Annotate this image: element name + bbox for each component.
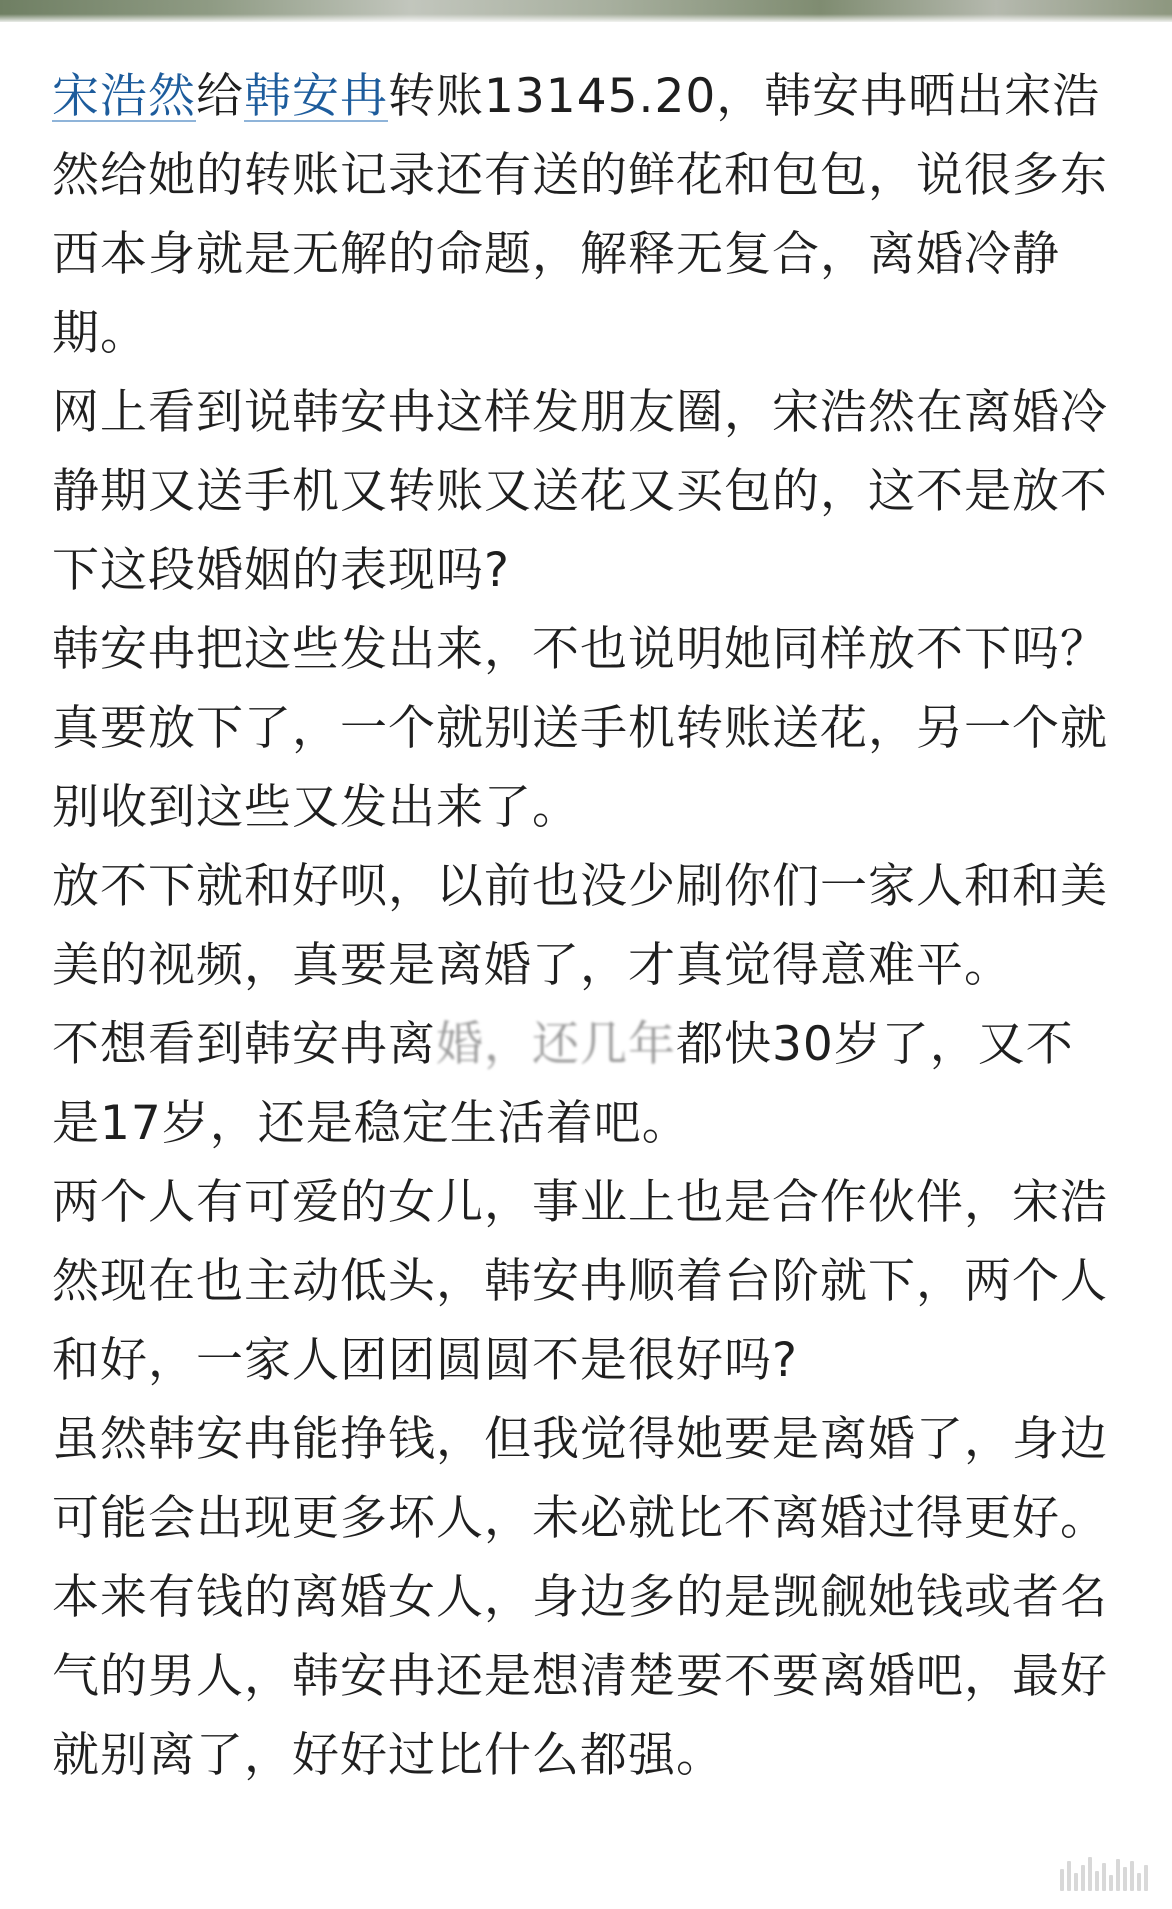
paragraph-5-text-after: 都快30岁了，又不是17岁，还是稳定生活着吧。 [52,1017,1074,1151]
mention-song-haoran[interactable]: 宋浩然 [52,69,196,124]
paragraph-4: 放不下就和好呗，以前也没少刷你们一家人和和美美的视频，真要是离婚了，才真觉得意难平。 [52,859,1108,993]
post-body [52,57,1112,1795]
paragraph-5-text-before: 不想看到韩安冉离 [52,1017,436,1072]
header-photo-strip [0,0,1172,22]
watermark-logo [1060,1851,1148,1891]
paragraph-2: 网上看到说韩安冉这样发朋友圈，宋浩然在离婚冷静期又送手机又转账又送花又买包的，这不是放不下这段婚姻的表现吗? [52,385,1108,598]
paragraph-1-connector: 给 [196,69,244,124]
paragraph-1 [52,57,1112,373]
mention-han-anran[interactable]: 韩安冉 [244,69,388,124]
paragraph-1-text: 转账13145.20，韩安冉晒出宋浩然给她的转账记录还有送的鲜花和包包，说很多东西本身就是无解的命题，解释无复合，离婚冷静期。 [52,69,1108,361]
paragraph-7: 虽然韩安冉能挣钱，但我觉得她要是离婚了，身边可能会出现更多坏人，未必就比不离婚过得更好。 [52,1412,1108,1546]
paragraph-5 [52,1005,1112,1163]
censored-text: 婚，还几年 [436,1017,676,1072]
paragraph-6: 两个人有可爱的女儿，事业上也是合作伙伴，宋浩然现在也主动低头，韩安冉顺着台阶就下，两个人和好，一家人团团圆圆不是很好吗? [52,1175,1108,1388]
paragraph-8: 本来有钱的离婚女人，身边多的是觊觎她钱或者名气的男人，韩安冉还是想清楚要不要离婚吧，最好就别离了，好好过比什么都强。 [52,1570,1108,1783]
paragraph-3: 韩安冉把这些发出来，不也说明她同样放不下吗？真要放下了，一个就别送手机转账送花，另一个就别收到这些又发出来了。 [52,622,1108,835]
